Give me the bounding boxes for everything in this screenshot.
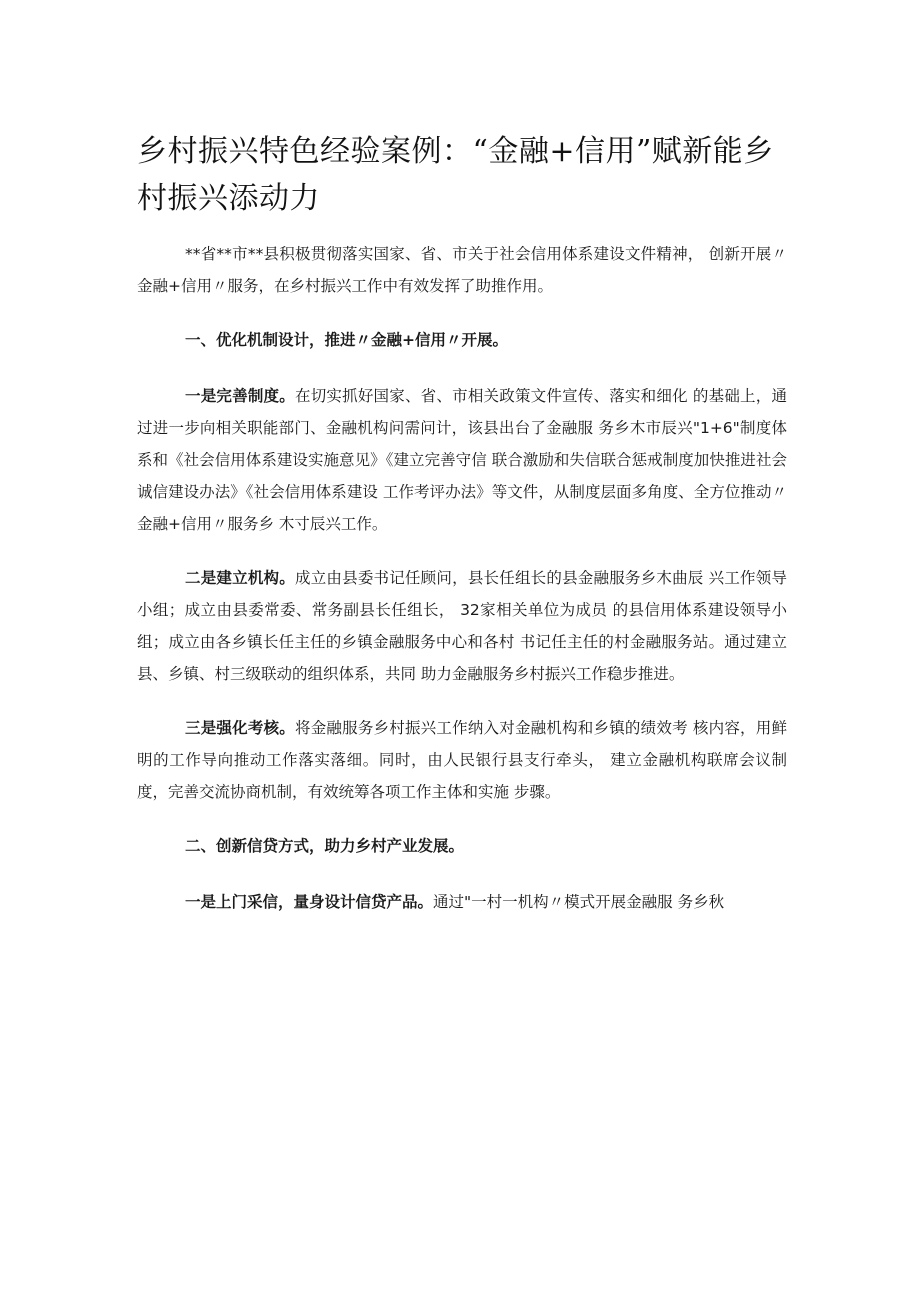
paragraph-text: 成立由县委书记任顾问，县长任组长的县金融服务乡木曲辰 兴工作领导小组；成立由县委常委、常务副县长任组长， 32家相关单位为成员 的县信用体系建设领导小组；成立由各乡镇长任主任的乡镇金融服务中心和各村 书记任主任的村金融服务站。通过建立县、乡镇、村三级联动的组织体系，共同 助力金融服务乡村振兴工作稳步推进。 bbox=[137, 569, 787, 683]
section-2-paragraph-1 bbox=[137, 886, 787, 918]
section-1-paragraph-1 bbox=[137, 380, 787, 540]
paragraph-lead: 一是完善制度。 bbox=[185, 387, 295, 405]
document-body bbox=[137, 238, 787, 940]
section-1-heading: 一、优化机制设计，推进〃金融+信用〃开展。 bbox=[185, 331, 508, 349]
paragraph-lead: 三是强化考核。 bbox=[185, 719, 295, 737]
intro-paragraph: **省**市**县积极贯彻落实国家、省、市关于社会信用体系建设文件精神， 创新开展〃金融+信用〃服务，在乡村振兴工作中有效发挥了助推作用。 bbox=[137, 245, 787, 295]
document-title: 乡村振兴特色经验案例：“金融+信用”赋新能乡村振兴添动力 bbox=[137, 134, 774, 216]
paragraph-lead: 二是建立机构。 bbox=[185, 569, 295, 587]
paragraph-lead: 一是上门采信，量身设计信贷产品。 bbox=[185, 893, 434, 911]
section-2-heading: 二、创新信贷方式，助力乡村产业发展。 bbox=[185, 837, 465, 855]
section-1-paragraph-3 bbox=[137, 712, 787, 808]
paragraph-text: 通过"一村一机构〃模式开展金融服 务乡秋 bbox=[433, 893, 725, 911]
paragraph-text: 将金融服务乡村振兴工作纳入对金融机构和乡镇的绩效考 核内容，用鲜明的工作导向推动工作落实落细。同时，由人民银行县支行牵头， 建立金融机构联席会议制度，完善交流协商机制，有效统筹各项工作主体和实施 步骤。 bbox=[137, 719, 787, 801]
section-1-paragraph-2 bbox=[137, 562, 787, 690]
paragraph-text: 在切实抓好国家、省、市相关政策文件宣传、落实和细化 的基础上，通过进一步向相关职能部门、金融机构问需问计，该县出台了金融服 务乡木市辰兴"1+6"制度体系和《社会信用体系建设实施意见》《建立完善守信 联合激励和失信联合惩戒制度加快推进社会诚信建设办法》《社会信用体系建设 工作考评办法》等文件，从制度层面多角度、全方位推动〃金融+信用〃服务乡 木寸辰兴工作。 bbox=[137, 387, 787, 533]
